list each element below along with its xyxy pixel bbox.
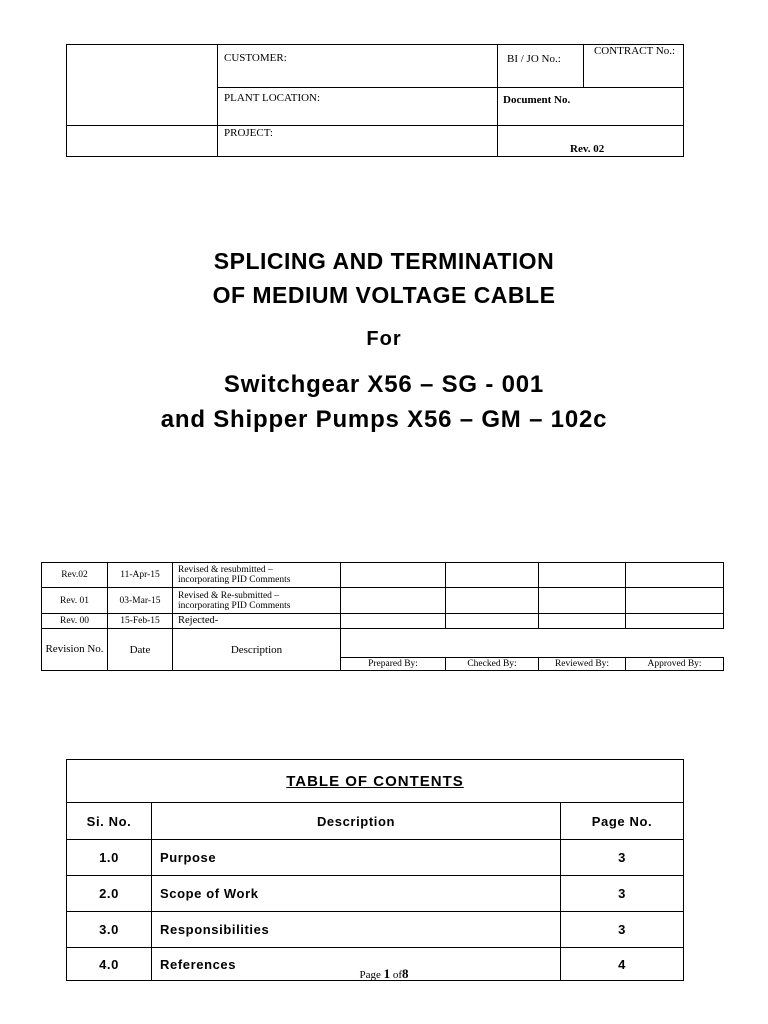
date-header: Date bbox=[107, 628, 173, 671]
revision-description-line: incorporating PID Comments bbox=[178, 600, 291, 611]
revision-description-cell bbox=[172, 562, 341, 588]
prepared-by-header: Prepared By: bbox=[340, 657, 446, 671]
plant-location-label: PLANT LOCATION: bbox=[224, 92, 321, 104]
signature-cell bbox=[538, 613, 626, 629]
title-line-2: OF MEDIUM VOLTAGE CABLE bbox=[212, 282, 556, 308]
page-number: 1 bbox=[383, 966, 391, 981]
toc-item-page: 3 bbox=[561, 840, 684, 876]
signature-cell bbox=[340, 613, 446, 629]
approved-by-header: Approved By: bbox=[625, 657, 724, 671]
toc-item-number: 4.0 bbox=[67, 948, 152, 981]
page-word: Page bbox=[359, 969, 381, 981]
toc-item-page: 4 bbox=[561, 948, 684, 981]
signature-cell bbox=[445, 613, 539, 629]
signature-cell bbox=[625, 562, 724, 588]
signature-cell bbox=[445, 562, 539, 588]
page-total: 8 bbox=[402, 966, 409, 981]
revision-description-line: Revised & Re-submitted – bbox=[178, 590, 280, 601]
toc-item-description[interactable]: References bbox=[152, 948, 561, 981]
toc-item-description[interactable]: Purpose bbox=[152, 840, 561, 876]
page-footer bbox=[0, 966, 768, 982]
description-header: Description bbox=[172, 628, 341, 671]
revision-table bbox=[41, 562, 724, 671]
revision-date-cell: 15-Feb-15 bbox=[107, 613, 173, 629]
revision-date-cell: 11-Apr-15 bbox=[107, 562, 173, 588]
revision-number-cell: Rev. 00 bbox=[41, 613, 108, 629]
toc-row[interactable] bbox=[67, 876, 684, 912]
toc-row[interactable] bbox=[67, 912, 684, 948]
toc-item-page: 3 bbox=[561, 912, 684, 948]
reviewed-by-header: Reviewed By: bbox=[538, 657, 626, 671]
toc-col-number-header: Si. No. bbox=[67, 803, 152, 840]
revision-number-cell: Rev.02 bbox=[41, 562, 108, 588]
toc-item-description[interactable]: Responsibilities bbox=[152, 912, 561, 948]
title-for: For bbox=[366, 328, 402, 350]
header-divider bbox=[217, 45, 218, 156]
signature-cell bbox=[625, 587, 724, 614]
revision-description-cell: Rejected- bbox=[172, 613, 341, 629]
toc-caption: TABLE OF CONTENTS bbox=[67, 760, 684, 803]
header-divider bbox=[217, 87, 683, 88]
signature-cell bbox=[340, 562, 446, 588]
revision-description-line: Revised & resubmitted – bbox=[178, 565, 273, 575]
title-line-3: Switchgear X56 – SG - 001 bbox=[223, 371, 545, 398]
of-word: of bbox=[392, 969, 403, 981]
project-label: PROJECT: bbox=[224, 127, 273, 139]
header-divider bbox=[497, 45, 498, 156]
revision-number-cell: Rev. 01 bbox=[41, 587, 108, 614]
toc-col-description-header: Description bbox=[152, 803, 561, 840]
toc-item-description[interactable]: Scope of Work bbox=[152, 876, 561, 912]
signature-cell bbox=[445, 587, 539, 614]
checked-by-header: Checked By: bbox=[445, 657, 539, 671]
title-line-4: and Shipper Pumps X56 – GM – 102c bbox=[160, 406, 608, 433]
customer-label: CUSTOMER: bbox=[224, 52, 287, 64]
toc-item-number: 1.0 bbox=[67, 840, 152, 876]
signature-cell bbox=[538, 562, 626, 588]
toc-item-number: 2.0 bbox=[67, 876, 152, 912]
table-of-contents bbox=[66, 759, 684, 981]
toc-row[interactable] bbox=[67, 840, 684, 876]
signature-cell bbox=[625, 613, 724, 629]
toc-item-page: 3 bbox=[561, 876, 684, 912]
revision-description-line: incorporating PID Comments bbox=[178, 575, 291, 585]
document-header-box bbox=[66, 44, 684, 157]
contract-label: CONTRACT No.: bbox=[593, 45, 676, 57]
revision-no-header: Revision No. bbox=[41, 628, 108, 671]
revision-description-cell bbox=[172, 587, 341, 614]
revision-label: Rev. 02 bbox=[570, 143, 605, 155]
signature-cell bbox=[538, 587, 626, 614]
signature-cell bbox=[340, 587, 446, 614]
bijo-label: BI / JO No.: bbox=[507, 53, 561, 65]
toc-item-number: 3.0 bbox=[67, 912, 152, 948]
header-divider bbox=[67, 125, 683, 126]
revision-date-cell: 03-Mar-15 bbox=[107, 587, 173, 614]
document-number-label: Document No. bbox=[503, 94, 571, 106]
title-line-1: SPLICING AND TERMINATION bbox=[213, 248, 555, 274]
toc-col-page-header: Page No. bbox=[561, 803, 684, 840]
